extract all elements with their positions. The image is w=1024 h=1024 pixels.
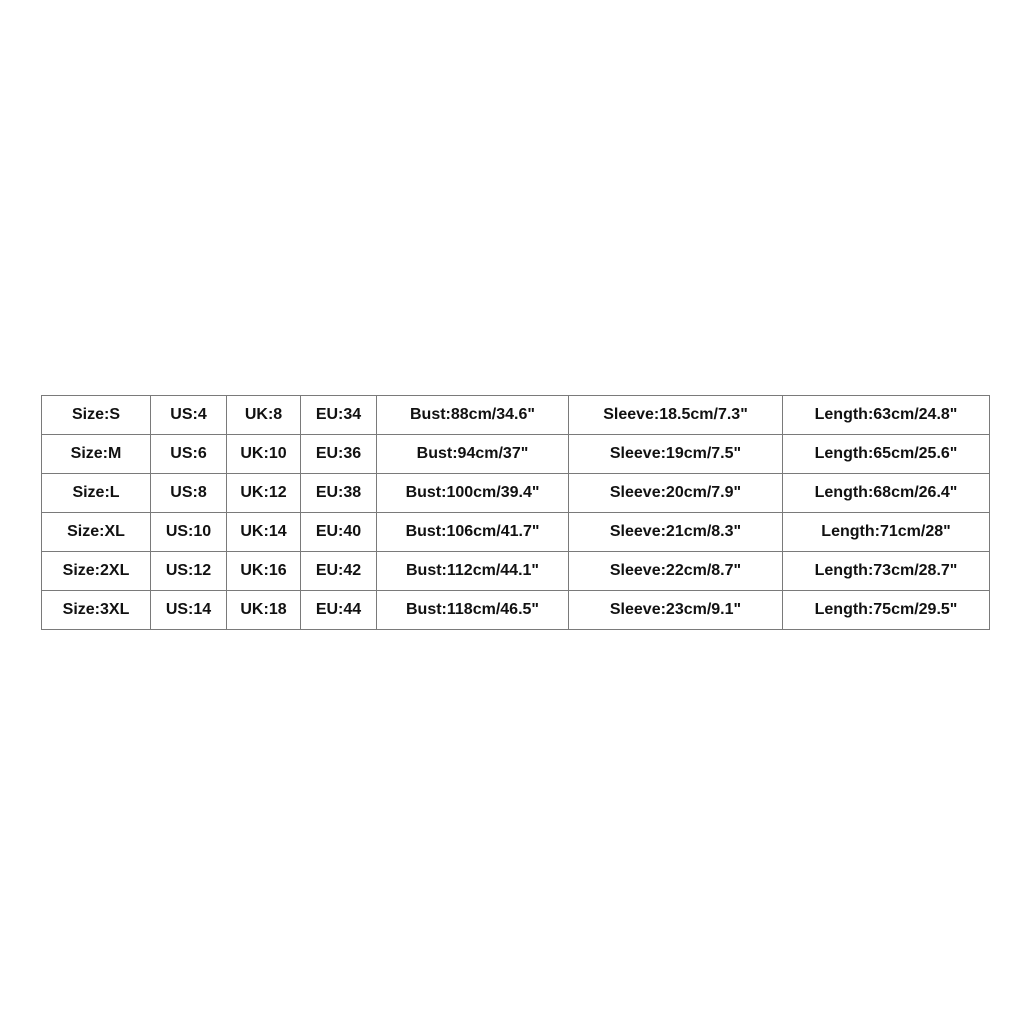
sleeve-cell: Sleeve:19cm/7.5"	[569, 435, 783, 474]
size-cell: Size:M	[42, 435, 151, 474]
length-cell: Length:75cm/29.5"	[783, 591, 990, 630]
table-row	[42, 396, 990, 435]
bust-cell: Bust:106cm/41.7"	[377, 513, 569, 552]
size-cell: Size:L	[42, 474, 151, 513]
table-row	[42, 591, 990, 630]
size-cell: Size:S	[42, 396, 151, 435]
length-cell: Length:63cm/24.8"	[783, 396, 990, 435]
length-cell: Length:65cm/25.6"	[783, 435, 990, 474]
uk-size-cell: UK:8	[227, 396, 301, 435]
us-size-cell: US:8	[151, 474, 227, 513]
table-row	[42, 513, 990, 552]
length-cell: Length:71cm/28"	[783, 513, 990, 552]
us-size-cell: US:12	[151, 552, 227, 591]
uk-size-cell: UK:16	[227, 552, 301, 591]
bust-cell: Bust:88cm/34.6"	[377, 396, 569, 435]
bust-cell: Bust:112cm/44.1"	[377, 552, 569, 591]
sleeve-cell: Sleeve:22cm/8.7"	[569, 552, 783, 591]
table-row	[42, 552, 990, 591]
us-size-cell: US:14	[151, 591, 227, 630]
eu-size-cell: EU:42	[301, 552, 377, 591]
size-cell: Size:3XL	[42, 591, 151, 630]
us-size-cell: US:4	[151, 396, 227, 435]
uk-size-cell: UK:10	[227, 435, 301, 474]
bust-cell: Bust:94cm/37"	[377, 435, 569, 474]
uk-size-cell: UK:18	[227, 591, 301, 630]
uk-size-cell: UK:12	[227, 474, 301, 513]
table-row	[42, 435, 990, 474]
eu-size-cell: EU:38	[301, 474, 377, 513]
sleeve-cell: Sleeve:18.5cm/7.3"	[569, 396, 783, 435]
bust-cell: Bust:118cm/46.5"	[377, 591, 569, 630]
us-size-cell: US:6	[151, 435, 227, 474]
eu-size-cell: EU:36	[301, 435, 377, 474]
length-cell: Length:73cm/28.7"	[783, 552, 990, 591]
us-size-cell: US:10	[151, 513, 227, 552]
sleeve-cell: Sleeve:21cm/8.3"	[569, 513, 783, 552]
table-row	[42, 474, 990, 513]
sleeve-cell: Sleeve:23cm/9.1"	[569, 591, 783, 630]
sleeve-cell: Sleeve:20cm/7.9"	[569, 474, 783, 513]
length-cell: Length:68cm/26.4"	[783, 474, 990, 513]
size-chart-table	[41, 395, 990, 630]
eu-size-cell: EU:34	[301, 396, 377, 435]
size-cell: Size:XL	[42, 513, 151, 552]
uk-size-cell: UK:14	[227, 513, 301, 552]
eu-size-cell: EU:40	[301, 513, 377, 552]
size-cell: Size:2XL	[42, 552, 151, 591]
bust-cell: Bust:100cm/39.4"	[377, 474, 569, 513]
eu-size-cell: EU:44	[301, 591, 377, 630]
